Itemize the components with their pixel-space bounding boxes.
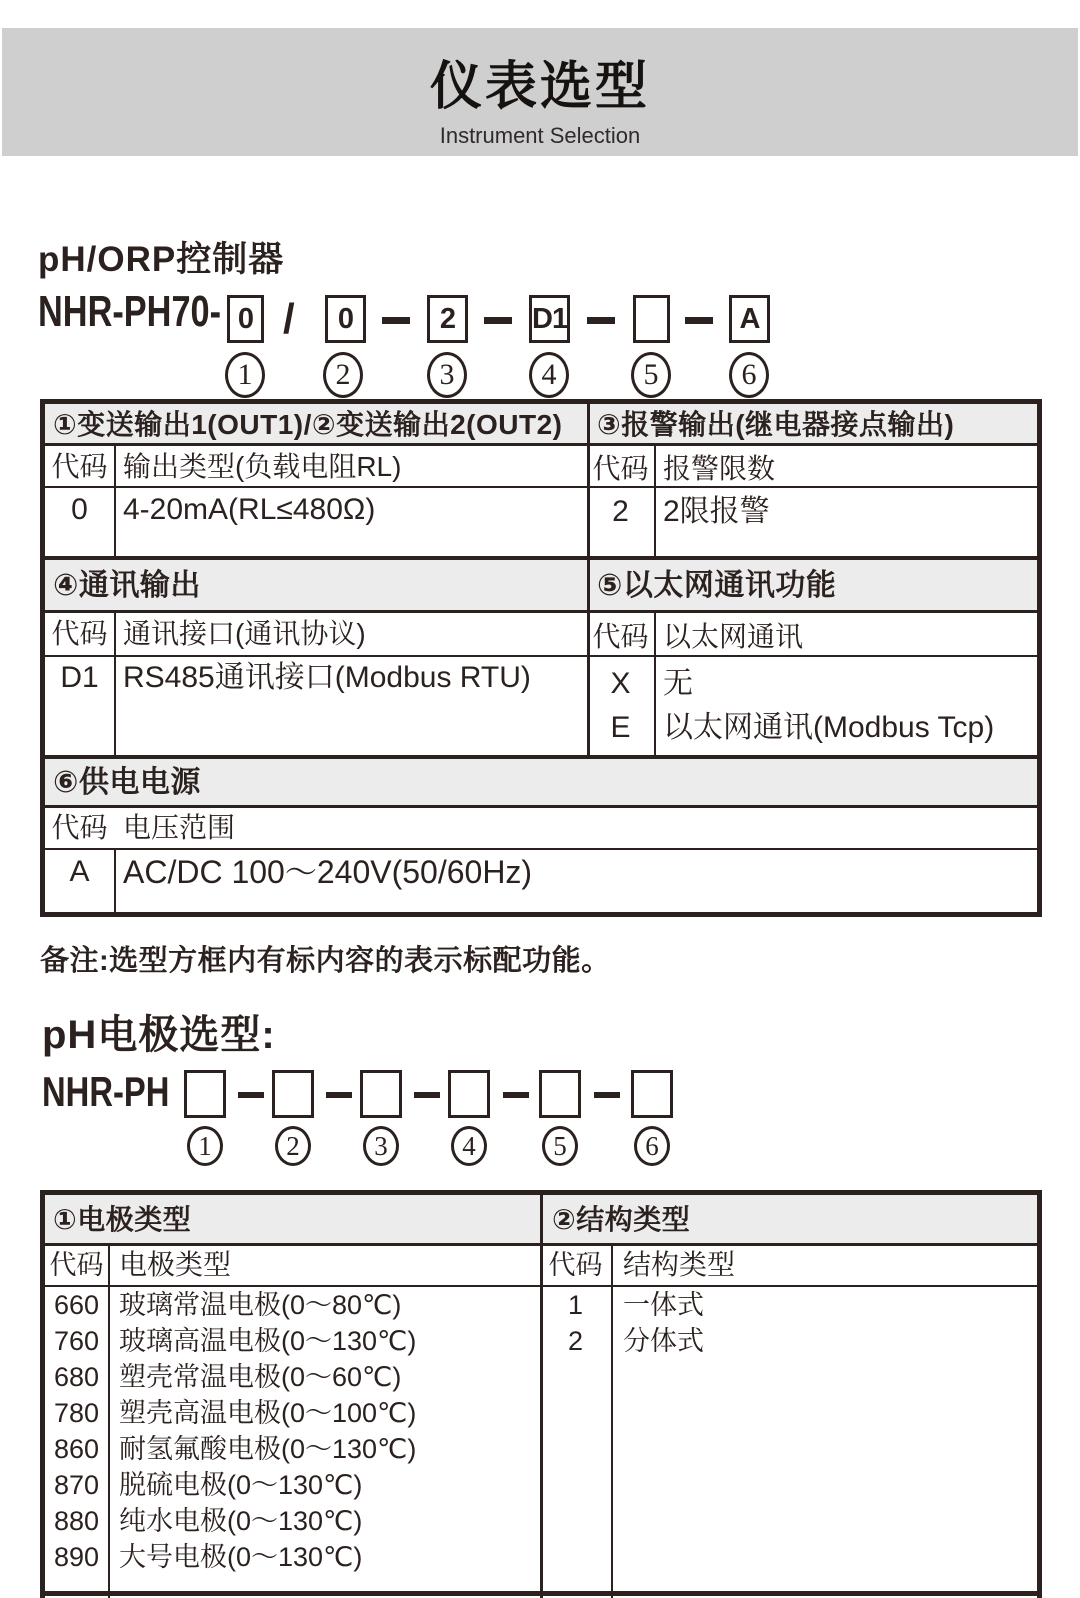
type-label: 输出类型(负载电阻RL)	[123, 451, 402, 482]
type-label: 以太网通讯	[663, 621, 804, 652]
desc-cell: 纯水电极(0～130℃)	[119, 1506, 363, 1536]
position-circle-1: 1	[225, 352, 265, 398]
code-cell: 0	[71, 493, 88, 526]
code-label: 代码	[51, 618, 108, 649]
desc-cell: 大号电极(0～130℃)	[119, 1542, 363, 1572]
code-label: 代码	[592, 453, 649, 484]
code-label: 代码	[51, 812, 108, 843]
position-circle-3: 3	[427, 352, 467, 398]
divider	[45, 556, 1037, 560]
dash-separator	[484, 317, 512, 324]
structure-type-header: ②结构类型	[552, 1204, 691, 1235]
electrode-box-5	[539, 1070, 581, 1118]
section1-left-header: ①变送输出1(OUT1)/②变送输出2(OUT2)	[53, 409, 563, 440]
section2-right-header: ⑤以太网通讯功能	[597, 569, 837, 602]
code-cell-870: 870	[53, 1470, 100, 1500]
code-label: 代码	[592, 621, 649, 652]
type-label: 结构类型	[623, 1249, 736, 1280]
dash-separator	[238, 1092, 264, 1098]
desc-cell: 2限报警	[663, 495, 770, 528]
code-column-divider	[611, 1243, 613, 1598]
electrode-section-heading: pH电极选型:	[42, 1013, 276, 1057]
desc-cell: 无	[663, 667, 693, 700]
type-label: 报警限数	[663, 453, 776, 484]
desc-cell: 耐氢氟酸电极(0～130℃)	[119, 1434, 417, 1464]
page-title: 仪表选型	[429, 58, 650, 116]
code-column-divider	[108, 1243, 110, 1598]
electrode-box-2	[272, 1070, 314, 1118]
divider	[45, 655, 1037, 657]
desc-cell: 一体式	[623, 1290, 704, 1320]
section2-left-header: ④通讯输出	[53, 569, 201, 602]
code-cell-760: 760	[53, 1326, 100, 1356]
desc-cell: AC/DC 100～240V(50/60Hz)	[123, 854, 533, 890]
code-cell: 2	[612, 495, 629, 528]
divider	[45, 443, 1037, 446]
electrode-type-header: ①电极类型	[53, 1204, 192, 1235]
dash-separator	[594, 1092, 620, 1098]
code-column-divider	[114, 848, 116, 912]
desc-cell: 4-20mA(RL≤480Ω)	[123, 493, 376, 526]
type-label: 通讯接口(通讯协议)	[123, 618, 366, 649]
model-box-1: 0	[227, 295, 264, 343]
type-label: 电极类型	[119, 1249, 232, 1280]
divider	[45, 486, 1037, 488]
code-label: 代码	[548, 1250, 603, 1280]
code-cell-2: 2	[567, 1326, 584, 1356]
code-cell-880: 880	[53, 1506, 100, 1536]
electrode-selection-table	[40, 1190, 1042, 1598]
dash-separator	[685, 317, 713, 324]
electrode-box-4	[448, 1070, 490, 1118]
desc-cell: 塑壳高温电极(0～100℃)	[119, 1398, 417, 1428]
position-circle-2: 2	[275, 1126, 311, 1166]
model-box-6: A	[729, 295, 770, 343]
dash-separator	[382, 317, 410, 324]
code-label: 代码	[51, 451, 108, 482]
type-label: 电压范围	[123, 812, 236, 843]
dash-separator	[326, 1092, 352, 1098]
code-column-divider	[654, 443, 656, 556]
code-cell-890: 890	[53, 1542, 100, 1572]
position-circle-2: 2	[323, 352, 363, 398]
code-column-divider	[114, 443, 116, 556]
desc-cell: 以太网通讯(Modbus Tcp)	[663, 711, 995, 744]
position-circle-1: 1	[187, 1126, 223, 1166]
model-box-2: 0	[325, 295, 366, 343]
controller-model-prefix: NHR-PH70-	[38, 287, 222, 336]
dash-separator	[503, 1092, 529, 1098]
dash-separator	[414, 1092, 440, 1098]
electrode-box-1	[184, 1070, 226, 1118]
position-circle-3: 3	[363, 1126, 399, 1166]
desc-cell: 玻璃常温电极(0～80℃)	[119, 1290, 402, 1320]
position-circle-4: 4	[451, 1126, 487, 1166]
divider	[45, 848, 1037, 850]
code-cell: A	[69, 855, 90, 888]
section1-right-header: ③报警输出(继电器接点输出)	[597, 409, 955, 440]
code-cell-860: 860	[53, 1434, 100, 1464]
note-text: 备注:选型方框内有标内容的表示标配功能。	[40, 945, 611, 977]
position-circle-5: 5	[542, 1126, 578, 1166]
dash-separator	[587, 317, 615, 324]
code-cell: X	[610, 667, 631, 700]
page-subtitle: Instrument Selection	[439, 123, 641, 148]
code-column-divider	[114, 610, 116, 755]
section3-header: ⑥供电电源	[53, 766, 201, 799]
controller-section-heading: pH/ORP控制器	[38, 240, 285, 279]
model-box-4: D1	[529, 295, 570, 343]
divider	[45, 610, 1037, 613]
code-cell: D1	[60, 661, 99, 694]
electrode-box-6	[631, 1070, 673, 1118]
desc-cell: 玻璃高温电极(0～130℃)	[119, 1326, 417, 1356]
position-circle-4: 4	[529, 352, 569, 398]
desc-cell: 脱硫电极(0～130℃)	[119, 1470, 363, 1500]
controller-selection-table	[40, 399, 1042, 917]
model-box-5	[633, 295, 670, 343]
code-label: 代码	[49, 1250, 104, 1280]
divider	[45, 755, 1037, 759]
position-circle-5: 5	[631, 352, 671, 398]
model-box-3: 2	[427, 295, 468, 343]
desc-cell: 塑壳常温电极(0～60℃)	[119, 1362, 402, 1392]
code-column-divider	[654, 610, 656, 755]
code-cell-780: 780	[53, 1398, 100, 1428]
code-cell: E	[610, 711, 631, 744]
code-cell-660: 660	[53, 1290, 100, 1320]
desc-cell: RS485通讯接口(Modbus RTU)	[123, 661, 531, 694]
desc-cell: 分体式	[623, 1326, 704, 1356]
header-banner	[2, 28, 1078, 156]
electrode-box-3	[360, 1070, 402, 1118]
position-circle-6: 6	[729, 352, 769, 398]
divider	[45, 805, 1037, 808]
code-cell-1: 1	[567, 1290, 584, 1320]
slash-separator: /	[283, 295, 295, 342]
electrode-model-prefix: NHR-PH	[42, 1068, 170, 1115]
position-circle-6: 6	[634, 1126, 670, 1166]
code-cell-680: 680	[53, 1362, 100, 1392]
